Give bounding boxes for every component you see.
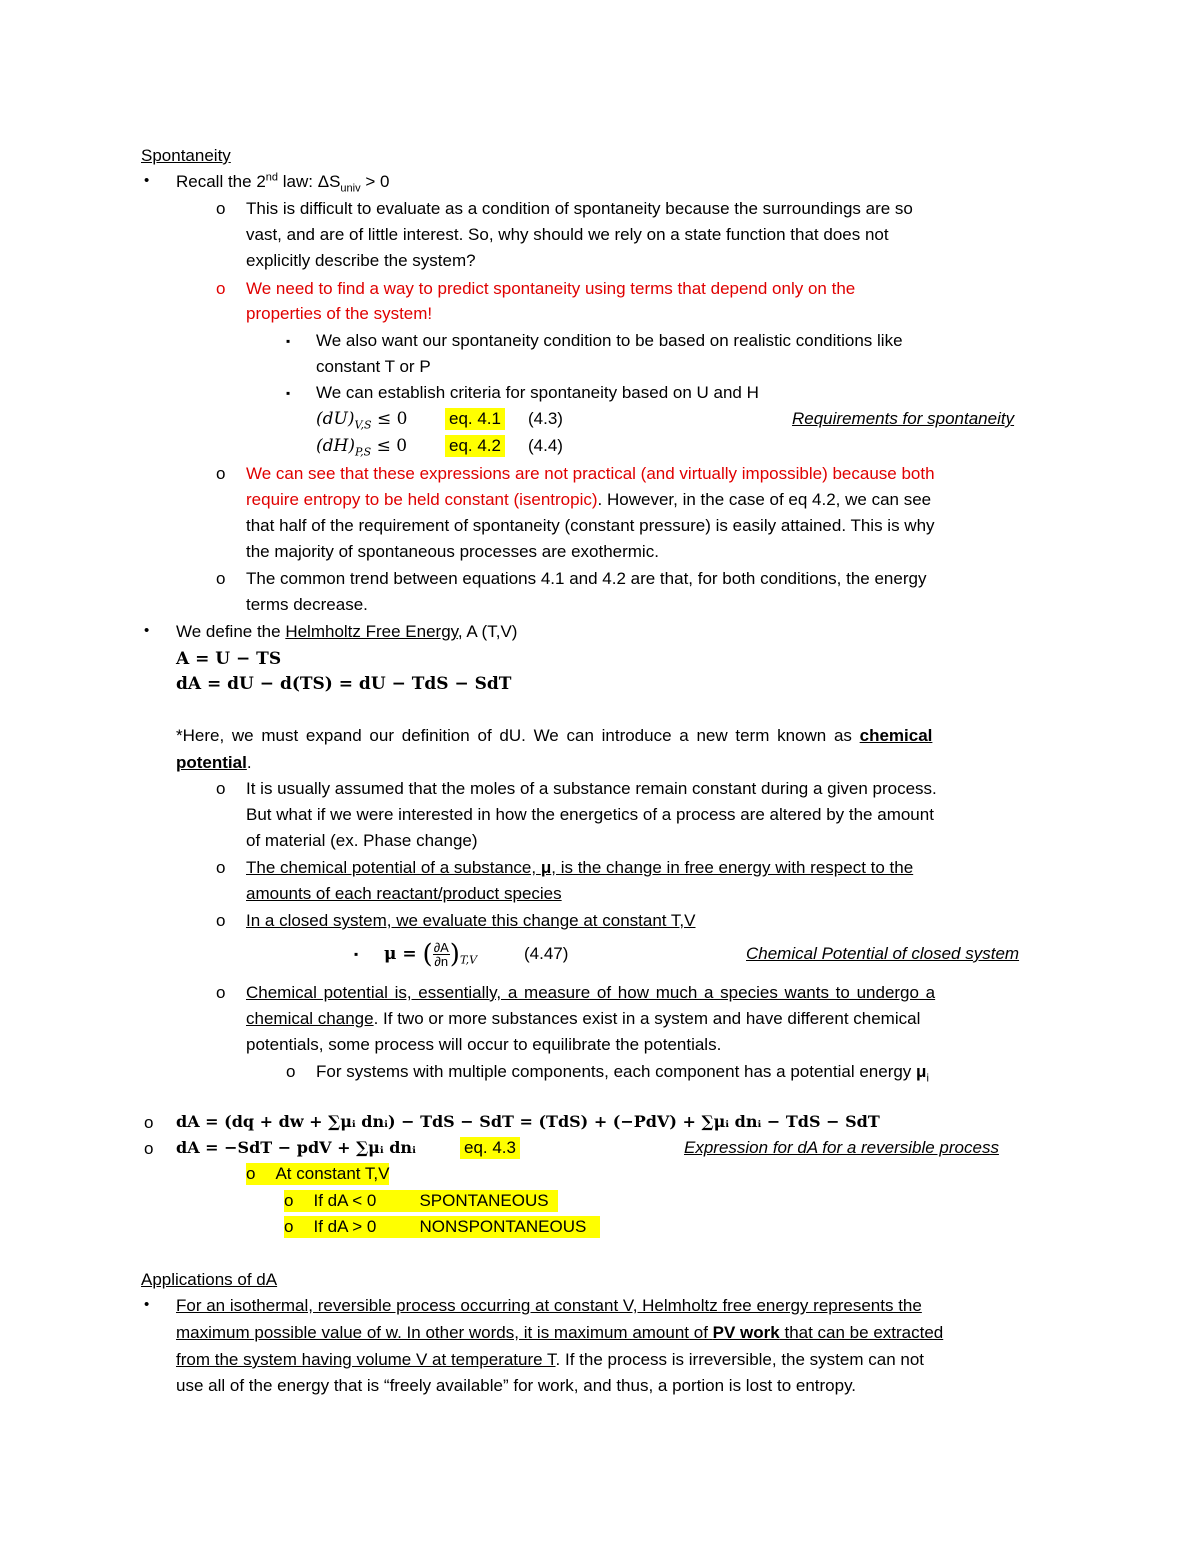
text-line: constant T or P: [316, 357, 431, 376]
square-marker: ▪: [354, 947, 359, 961]
text-line: We can establish criteria for spontaneity based on U and H: [316, 383, 759, 402]
text-line-underlined: In a closed system, we evaluate this change at constant T,V: [246, 911, 696, 930]
text-line-mixed: chemical change. If two or more substances exist in a system and have different chemical: [246, 1009, 921, 1028]
reversible-process-label: Expression for dA for a reversible process: [684, 1138, 999, 1157]
text-line-underlined: For an isothermal, reversible process occurring at constant V, Helmholtz free energy represents the: [176, 1296, 922, 1315]
circle-marker: o: [216, 858, 226, 877]
recall-second-law: Recall the 2nd law: $\Delta S_{univ} > 0$: [176, 171, 390, 195]
circle-marker: o: [216, 779, 226, 798]
text-line: But what if we were interested in how the energetics of a process are altered by the amount: [246, 805, 934, 824]
helmholtz-link: Helmholtz Free Energy: [285, 622, 458, 641]
equation-mu: μ = ( $\frac{\partial A}{\partial n}$ )$_{T,V}$: [384, 939, 478, 970]
text-line: terms decrease.: [246, 595, 368, 614]
eq-reference: (4.47): [524, 944, 569, 963]
bullet-marker: •: [144, 1296, 150, 1313]
text-line-red: We can see that these expressions are not practical (and virtually impossible) because both: [246, 464, 935, 483]
text-line: The common trend between equations 4.1 and 4.2 are that, for both conditions, the energy: [246, 569, 927, 588]
constant-tv-highlight: o At constant T,V: [246, 1164, 390, 1183]
eq-reference: (4.4): [528, 436, 563, 455]
text-line: explicitly describe the system?: [246, 251, 476, 270]
text-line: that half of the requirement of spontaneity (constant pressure) is easily attained. This is why: [246, 516, 935, 535]
circle-marker: o: [216, 199, 226, 218]
circle-marker: o: [216, 983, 226, 1002]
circle-marker: o: [216, 464, 226, 483]
chemical-potential-label: Chemical Potential of closed system: [746, 944, 1020, 963]
equation-da: dA = dU − d(TS) = dU − TdS − SdT: [176, 674, 512, 694]
bullet-marker: •: [144, 172, 150, 189]
bullet-marker: •: [144, 622, 150, 639]
text-line: It is usually assumed that the moles of a substance remain constant during a given process.: [246, 779, 937, 798]
text-line: potentials, some process will occur to equilibrate the potentials.: [246, 1035, 722, 1054]
text-line: of material (ex. Phase change): [246, 831, 478, 850]
spontaneous-row: o If dA < 0 SPONTANEOUS: [284, 1190, 558, 1212]
text-line-red: properties of the system!: [246, 304, 433, 323]
circle-marker: o: [144, 1113, 154, 1132]
section-heading-applications: Applications of dA: [141, 1270, 278, 1289]
nonspontaneous-row: o If dA > 0 NONSPONTANEOUS: [284, 1216, 600, 1238]
eq-reference: (4.3): [528, 409, 563, 428]
here-paragraph-line2: potential.: [176, 753, 252, 772]
circle-marker: o: [216, 569, 226, 588]
circle-marker: o: [216, 911, 226, 930]
equation-da-reversible: dA = −SdT − pdV + ∑μᵢ dnᵢ: [176, 1138, 416, 1157]
text-line: vast, and are of little interest. So, why should we rely on a state function that does not: [246, 225, 889, 244]
equation-a: A = U − TS: [176, 649, 282, 669]
text-line: For systems with multiple components, each component has a potential energy $\mu_i$: [316, 1062, 929, 1085]
eq-label-highlight: eq. 4.3: [460, 1137, 520, 1159]
text-line-underlined: Chemical potential is, essentially, a measure of how much a species wants to undergo a: [246, 983, 936, 1002]
eq-label-highlight: eq. 4.2: [445, 435, 505, 457]
circle-marker: o: [286, 1062, 296, 1081]
equation-da-long: dA = (dq + dw + ∑μᵢ dnᵢ) − TdS − SdT = (TdS) + (−PdV) + ∑μᵢ dnᵢ − TdS − SdT: [176, 1112, 880, 1131]
circle-marker: o: [144, 1139, 154, 1158]
circle-marker: o: [216, 279, 226, 298]
text-line: use all of the energy that is “freely available” for work, and thus, a portion is lost to entropy.: [176, 1376, 857, 1395]
text-line-mixed: require entropy to be held constant (isentropic). However, in the case of eq 4.2, we can see: [246, 490, 932, 509]
square-marker: ▪: [286, 334, 291, 348]
section-heading-spontaneity: Spontaneity: [141, 146, 231, 165]
square-marker: ▪: [286, 386, 291, 400]
here-paragraph: *Here, we must expand our definition of dU. We can introduce a new term known as chemical: [176, 726, 933, 745]
text-line: We also want our spontaneity condition to be based on realistic conditions like: [316, 331, 903, 350]
text-line: the majority of spontaneous processes are exothermic.: [246, 542, 659, 561]
chemical-potential-definition: The chemical potential of a substance, μ, is the change in free energy with respect to the: [246, 858, 914, 877]
text-line-underlined: maximum possible value of w. In other words, it is maximum amount of PV work that can be extracted: [176, 1323, 944, 1342]
text-line: This is difficult to evaluate as a condition of spontaneity because the surroundings are so: [246, 199, 913, 218]
equation-dh: $(dH)_{P,S} \le 0$: [316, 436, 408, 459]
eq-label-highlight: eq. 4.1: [445, 408, 505, 430]
equation-du: $(dU)_{V,S} \le 0$: [316, 409, 408, 432]
text-line-red: We need to find a way to predict spontaneity using terms that depend only on the: [246, 279, 856, 298]
helmholtz-definition: We define the Helmholtz Free Energy, A (T,V): [176, 622, 518, 641]
requirements-label: Requirements for spontaneity: [792, 409, 1015, 428]
text-line-underlined: amounts of each reactant/product species: [246, 884, 562, 903]
text-line-mixed: from the system having volume V at temperature T. If the process is irreversible, the system can not: [176, 1350, 925, 1369]
